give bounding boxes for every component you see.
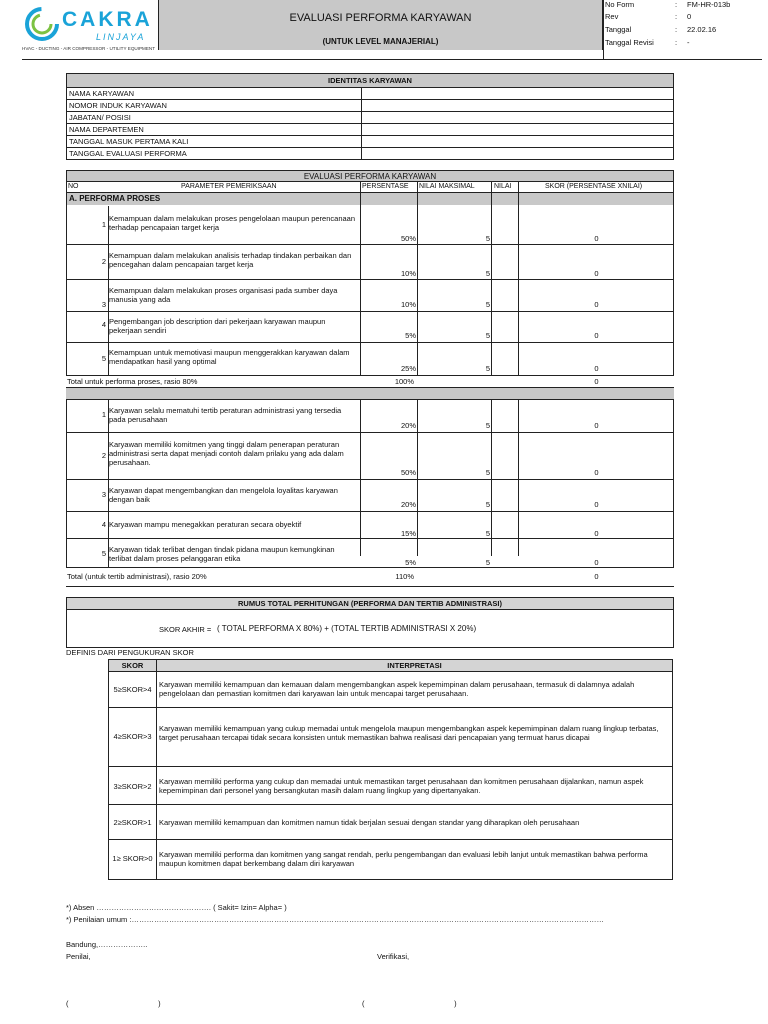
formula-box — [66, 597, 674, 648]
identity-title: IDENTITAS KARYAWAN — [67, 74, 674, 88]
position-field[interactable] — [362, 112, 674, 124]
row-b4: 4 Karyawan mampu menegakkan peraturan secara obyektif 15% 5 0 — [66, 512, 674, 539]
logo — [22, 4, 157, 58]
row-a3: 3 Kemampuan dalam melakukan proses organisasi pada sumber daya manusia yang ada 10% 5 0 — [66, 280, 674, 312]
row-a5: 5 Kemampuan untuk memotivasi maupun menggerakkan karyawan dalam mendapatkan hasil yang optimal 25% 5 0 — [66, 343, 674, 376]
table-row: TANGGAL MASUK PERTAMA KALI — [67, 136, 674, 148]
title-box — [158, 0, 603, 50]
header-right-border — [603, 0, 604, 60]
evaluation-section — [66, 170, 674, 586]
row-a4: 4 Pengembangan job description dari pekerjaan karyawan maupun pekerjaan sendiri 5% 5 0 — [66, 312, 674, 343]
name-field[interactable] — [362, 88, 674, 100]
formula-text: ( TOTAL PERFORMA X 80%) + (TOTAL TERTIB ADMINISTRASI X 20%) — [217, 624, 477, 633]
meta-row: Tanggal Revisi : - — [605, 38, 690, 47]
section-a-label: A. PERFORMA PROSES — [66, 193, 674, 205]
definition-row: 1≥ SKOR>0 Karyawan memiliki performa dan komitmen yang sangat rendah, perlu pengembangan dan evaluasi lebih lanjut untuk memastikan bahwa performa maupun komitmen dapat berkembang dalam diri karyawan — [112, 850, 648, 868]
col-max: NILAI MAKSIMAL — [419, 183, 475, 190]
definition-row: 3≥SKOR>2 Karyawan memiliki performa yang cukup dan memadai untuk memastikan target perusahaan dan komitmen perusahaan dijalankan, namun aspek kepemimpinan dari personel yang bersangkutan masih dalam ruang lingkup yang dipertanyakan. — [109, 767, 672, 805]
table-row: NAMA KARYAWAN — [67, 88, 674, 100]
meta-row: Rev : 0 — [605, 12, 692, 21]
col-value: NILAI — [494, 183, 512, 190]
logo-sub: LINJAYA — [96, 32, 146, 42]
definition-row: 2≥SKOR>1 Karyawan memiliki kemampuan dan komitmen namun tidak berjalan sesuai dengan standar yang diharapkan oleh perusahaan — [109, 805, 672, 840]
col-score-header: SKOR — [109, 660, 157, 672]
col-score: SKOR (PERSENTASE XNILAI) — [545, 183, 643, 190]
penilaian-line: *) Penilaian umum :……………………………………………………………………………………………………………………………………………………………………… — [66, 915, 604, 924]
row-b5: 5 Karyawan tidak terlibat dengan tindak pidana maupun kemungkinan terlibat dalam proses pelanggaran etika 5% 5 0 — [66, 539, 674, 568]
row-a2: 2 Kemampuan dalam melakukan analisis terhadap tindakan perbaikan dan pencegahan dalam pencapaian target kerja 10% 5 0 — [66, 245, 674, 280]
definition-row: 5≥SKOR>4 Karyawan memiliki kemampuan dan kemauan dalam mengembangkan aspek kepemimpinan dalam perusahaan, termasuk di dalamnya adalah pengelolaan dan pemastian komitmen dari karyawan lain untuk mencapai target perusahaan. — [109, 672, 672, 708]
total-a-row: Total untuk performa proses, rasio 80% 100% 0 — [66, 376, 674, 388]
meta-row: No Form : FM-HR-013b — [605, 0, 731, 9]
row-b3: 3 Karyawan dapat mengembangkan dan mengelola loyalitas karyawan dengan baik 20% 5 0 — [66, 480, 674, 512]
section-b-label — [66, 388, 674, 400]
page-subtitle: (UNTUK LEVEL MANAJERIAL) — [322, 37, 439, 46]
identity-section — [66, 73, 674, 160]
absen-line: *) Absen ………………………………………. ( Sakit= Izin= Alpha= ) — [66, 903, 287, 912]
table-row: NAMA DEPARTEMEN — [67, 124, 674, 136]
signature-left[interactable]: ( ) — [66, 999, 161, 1008]
logo-swirl-icon — [24, 6, 60, 42]
logo-tagline: HVAC - DUCTING - AIR COMPRESSOR - UTILITY EQUIPMENT — [22, 46, 156, 51]
meta-row: Tanggal : 22.02.16 — [605, 25, 717, 34]
col-no: NO — [68, 183, 79, 190]
table-row: TANGGAL EVALUASI PERFORMA — [67, 148, 674, 160]
department-field[interactable] — [362, 124, 674, 136]
eval-date-field[interactable] — [362, 148, 674, 160]
table-row: JABATAN/ POSISI — [67, 112, 674, 124]
col-interpretation-header: INTERPRETASI — [157, 660, 672, 672]
col-percentage: PERSENTASE — [362, 183, 409, 190]
formula-title: RUMUS TOTAL PERHITUNGAN (PERFORMA DAN TERTIB ADMINISTRASI) — [67, 598, 673, 610]
total-b-row: Total (untuk tertib administrasi), rasio 20% 110% 0 — [66, 568, 674, 586]
row-a1: 1 Kemampuan dalam melakukan proses pengelolaan maupun perencanaan terhadap pencapaian target kerja 50% 5 0 — [66, 206, 674, 245]
signature-right[interactable]: ( ) — [362, 999, 457, 1008]
col-parameter: PARAMETER PEMERIKSAAN — [181, 183, 277, 190]
row-b1: 1 Karyawan selalu mematuhi tertib peraturan administrasi yang tersedia pada perusahaan 20% 5 0 — [66, 400, 674, 433]
form-meta — [605, 0, 765, 51]
definition-table — [108, 659, 673, 880]
definition-caption: DEFINIS DARI PENGUKURAN SKOR — [66, 648, 194, 657]
row-b2: 2 Karyawan memiliki komitmen yang tinggi dalam penerapan peraturan administrasi serta dapat menjadi contoh dalam prilaku yang ada dalam perusahaan. 50% 5 0 — [66, 433, 674, 480]
penilai-label: Penilai, — [66, 952, 91, 961]
formula-label: SKOR AKHIR = — [159, 625, 212, 634]
nik-field[interactable] — [362, 100, 674, 112]
table-row: NOMOR INDUK KARYAWAN — [67, 100, 674, 112]
verifikasi-label: Verifikasi, — [377, 952, 410, 961]
page-title: EVALUASI PERFORMA KARYAWAN — [289, 12, 472, 24]
evaluation-title: EVALUASI PERFORMA KARYAWAN — [66, 170, 674, 182]
bandung-date: Bandung,……………….. — [66, 940, 148, 949]
join-date-field[interactable] — [362, 136, 674, 148]
header-bottom-line — [22, 59, 762, 60]
definition-row: 4≥SKOR>3 Karyawan memiliki kemampuan yang cukup memadai untuk mengelola maupun mengembangkan aspek kepemimpinan dalam ruang lingkup terbatas, target perusahaan tercapai tidak secara konsisten untuk memastikan bahwa realisasi dari pencapaian yang termuat harus dicapai — [109, 708, 672, 767]
logo-brand: CAKRA — [62, 8, 153, 31]
